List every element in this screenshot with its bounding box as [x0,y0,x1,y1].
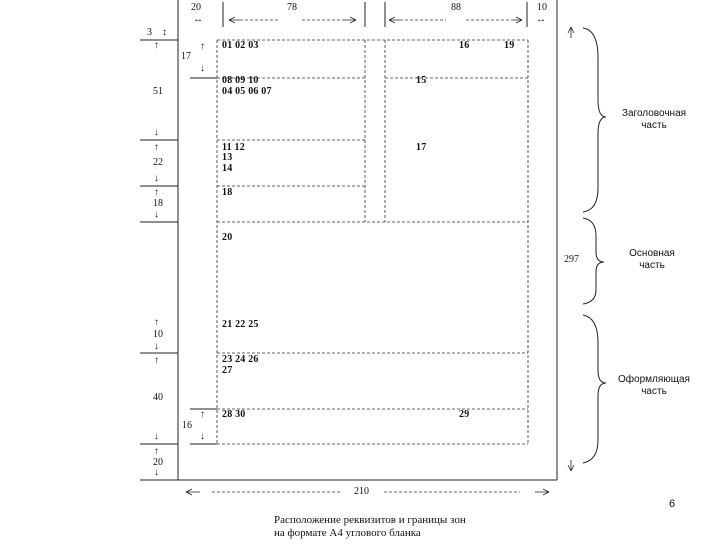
requisite-code: 17 [416,142,427,153]
arrow-right [345,17,356,23]
arrow-left [186,489,200,495]
arrow-right [535,489,549,495]
up-arrow-icon: ↑ [154,40,159,51]
requisite-code: 20 [222,232,233,243]
dim-label-left: 3 [147,27,152,38]
down-arrow-icon: ↓ [154,209,159,220]
dim-label-left: 20 [153,457,163,468]
down-arrow-icon: ↓ [154,173,159,184]
zone-label-footer: Оформляющая часть [618,374,690,397]
up-arrow-icon: ↑ [154,187,159,198]
zone-label-header: Заголовочная часть [621,108,687,131]
down-arrow-icon: ↓ [154,467,159,478]
zone-label-main: Основная часть [629,248,675,271]
dim-label-top: 10 [537,2,547,13]
requisite-codes: 28 30 [222,409,246,420]
up-arrow-icon: ↑ [154,355,159,366]
double-arrow-icon: ↔ [536,14,546,25]
up-arrow-icon: ↑ [154,142,159,153]
requisite-code: 27 [222,365,233,376]
dim-label-top: 88 [451,2,461,13]
arrow-right [512,17,522,23]
down-arrow-icon: ↓ [154,431,159,442]
requisite-codes: 08 09 10 [222,75,259,86]
dim-label-right: 297 [564,254,579,265]
arrow-down [568,460,574,471]
down-arrow-icon: ↓ [154,127,159,138]
requisite-code: 13 [222,152,233,163]
brace-header [583,28,606,212]
arrow-left [229,17,240,23]
down-arrow-icon: ↓ [200,431,205,442]
page-number: 6 [669,498,676,510]
dim-label-left: 22 [153,157,163,168]
requisite-code: 16 [459,40,470,51]
dim-label-bottom: 210 [354,486,369,497]
requisite-codes: 21 22 25 [222,319,259,330]
dim-label-left: 51 [153,86,163,97]
requisite-code: 15 [416,75,427,86]
dim-label-left: 40 [153,392,163,403]
requisite-code: 18 [222,187,233,198]
dim-label-left: 16 [182,420,192,431]
dim-label-left: 18 [153,198,163,209]
up-arrow-icon: ↑ [200,409,205,420]
dim-label-left: 10 [153,329,163,340]
up-arrow-icon: ↑ [154,317,159,328]
up-arrow-icon: ↑ [200,41,205,52]
updown-arrow-icon: ↕ [162,27,167,38]
requisite-code: 19 [504,40,515,51]
caption-line-1: Расположение реквизитов и границы зон [274,514,466,526]
down-arrow-icon: ↓ [154,341,159,352]
down-arrow-icon: ↓ [200,63,205,74]
dim-label-left: 17 [181,51,191,62]
brace-footer [583,315,606,463]
requisite-codes: 11 12 [222,142,245,153]
requisite-code: 29 [459,409,470,420]
brace-main [583,218,604,304]
requisite-codes: 23 24 26 [222,354,259,365]
requisite-codes: 04 05 06 07 [222,86,272,97]
dim-label-top: 78 [287,2,297,13]
arrow-left [389,17,400,23]
requisite-code: 14 [222,163,233,174]
double-arrow-icon: ↔ [193,14,203,25]
requisite-codes: 01 02 03 [222,40,259,51]
up-arrow-icon: ↑ [154,446,159,457]
dim-label-top: 20 [191,2,201,13]
caption-line-2: на формате А4 углового бланка [274,527,421,539]
arrow-up [568,27,574,38]
